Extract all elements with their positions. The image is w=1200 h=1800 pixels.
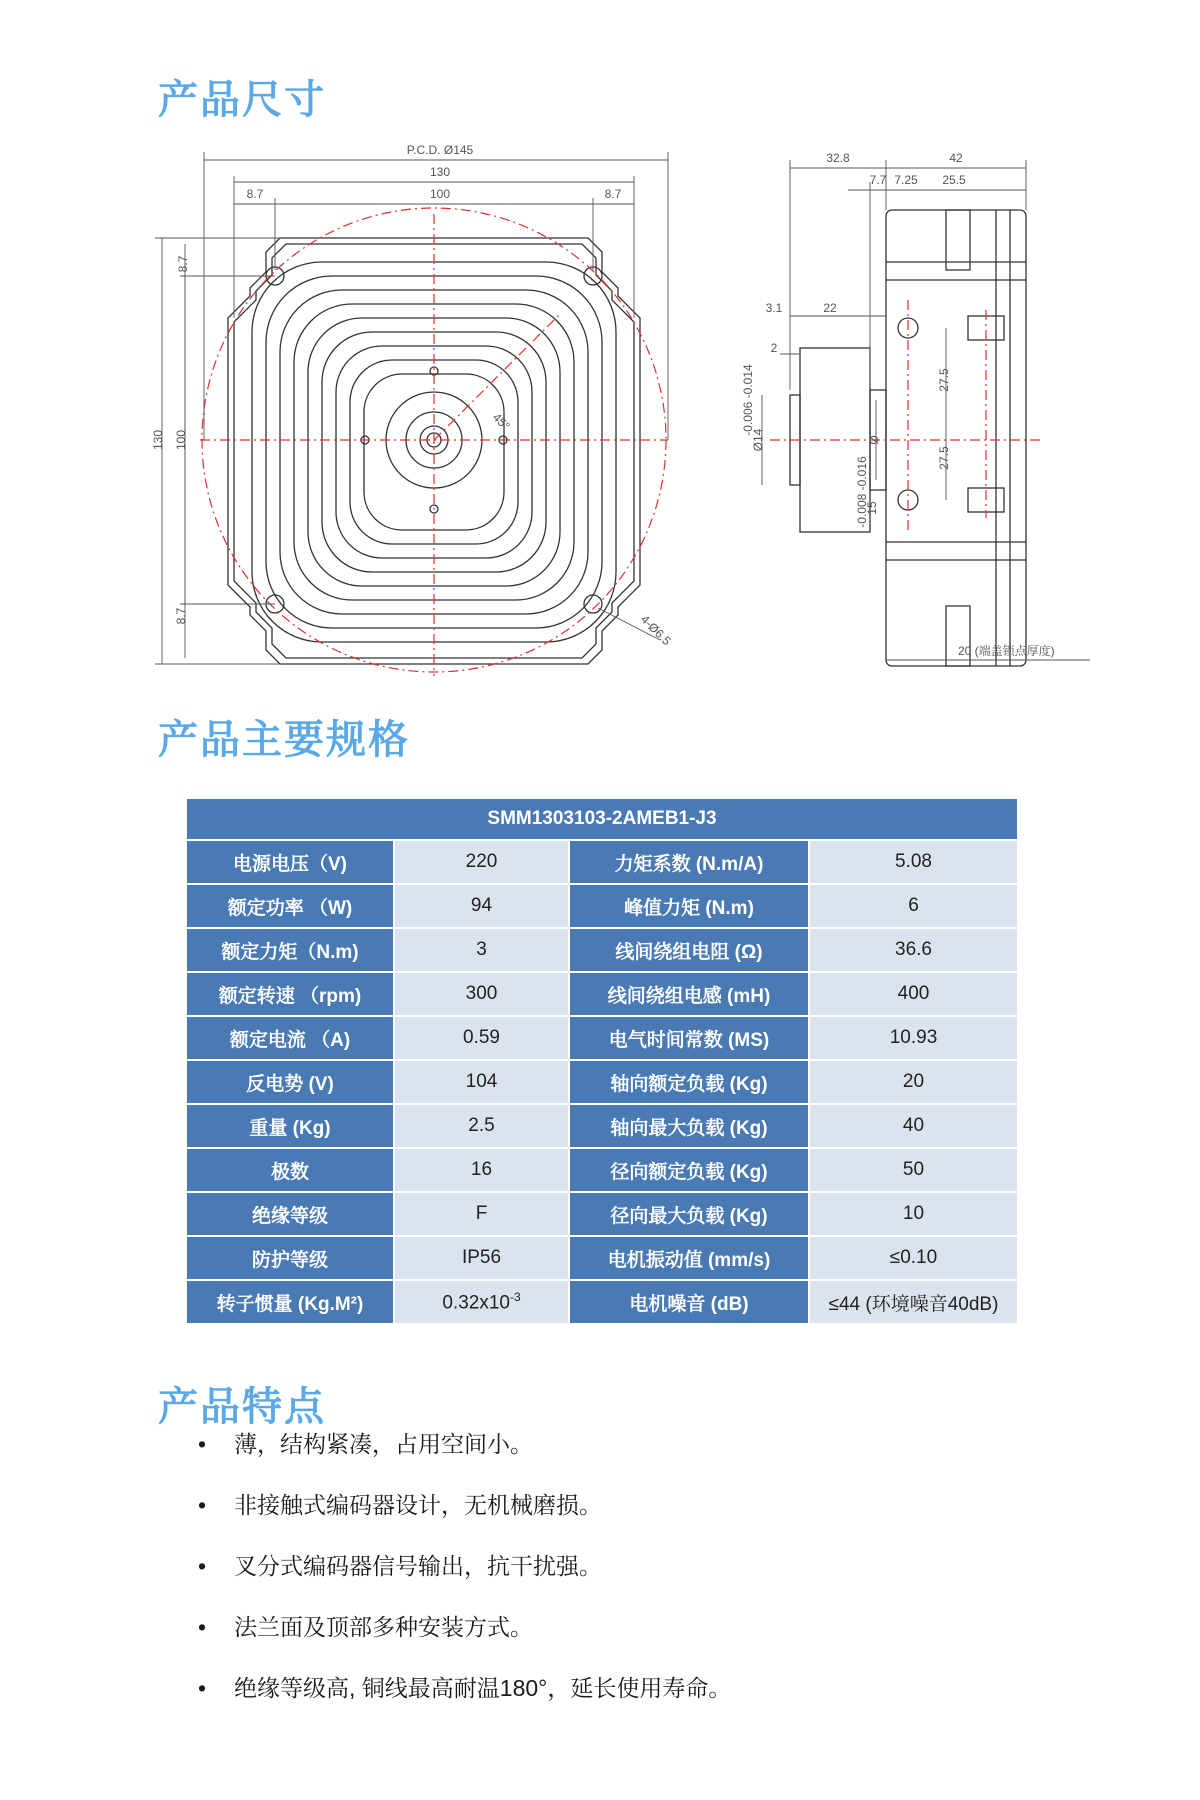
spec-value: F — [394, 1192, 569, 1236]
side-label-255: 25.5 — [942, 173, 966, 187]
spec-value: ≤44 (环境噪音40dB) — [809, 1280, 1018, 1324]
features-list — [190, 1428, 731, 1733]
spec-label: 额定功率 （W) — [186, 884, 394, 928]
spec-value: ≤0.10 — [809, 1236, 1018, 1280]
table-row — [186, 1016, 1018, 1060]
section-title-specs: 产品主要规格 — [158, 717, 410, 763]
label-holes: 4-Ø6.5 — [637, 612, 674, 649]
inertia-exponent: -3 — [509, 1289, 521, 1304]
spec-value: 6 — [809, 884, 1018, 928]
spec-label: 径向额定负载 (Kg) — [569, 1148, 809, 1192]
spec-value: 2.5 — [394, 1104, 569, 1148]
label-angle: 45° — [489, 410, 513, 433]
table-row — [186, 928, 1018, 972]
spec-label: 电源电压（V) — [186, 840, 394, 884]
bullet-icon: • — [198, 1675, 207, 1701]
side-label-15: 15 — [865, 501, 879, 515]
spec-value: 40 — [809, 1104, 1018, 1148]
spec-table — [185, 797, 1019, 1325]
spec-value: 104 — [394, 1060, 569, 1104]
spec-label: 电气时间常数 (MS) — [569, 1016, 809, 1060]
spec-label: 轴向最大负载 (Kg) — [569, 1104, 809, 1148]
table-row — [186, 1280, 1018, 1324]
side-label-275-top: 27.5 — [937, 368, 951, 392]
side-label-phi14: Ø14 — [751, 428, 765, 452]
table-row — [186, 1104, 1018, 1148]
side-label-tol14: -0.006 -0.014 — [741, 364, 755, 436]
spec-value: 16 — [394, 1148, 569, 1192]
spec-label: 力矩系数 (N.m/A) — [569, 840, 809, 884]
spec-label: 额定电流 （A) — [186, 1016, 394, 1060]
side-label-22: 22 — [823, 301, 837, 315]
spec-label: 额定力矩（N.m) — [186, 928, 394, 972]
side-label-2: 2 — [770, 341, 778, 355]
spec-value: 0.59 — [394, 1016, 569, 1060]
feature-text: 绝缘等级高, 铜线最高耐温180°，延长使用寿命。 — [234, 1675, 732, 1701]
bullet-icon: • — [198, 1492, 207, 1518]
spec-value: 36.6 — [809, 928, 1018, 972]
spec-label: 线间绕组电感 (mH) — [569, 972, 809, 1016]
label-height-87-bottom: 8.7 — [174, 607, 188, 625]
table-row — [186, 1192, 1018, 1236]
spec-label: 重量 (Kg) — [186, 1104, 394, 1148]
table-row — [186, 1148, 1018, 1192]
table-row — [186, 1236, 1018, 1280]
list-item — [190, 1489, 731, 1550]
list-item — [190, 1672, 731, 1733]
label-height-100: 100 — [174, 429, 188, 451]
spec-label: 电机噪音 (dB) — [569, 1280, 809, 1324]
spec-value: 3 — [394, 928, 569, 972]
spec-value: 10 — [809, 1192, 1018, 1236]
spec-value: 50 — [809, 1148, 1018, 1192]
side-label-20: 20 (端盖锁点厚度) — [958, 644, 1055, 658]
bullet-icon: • — [198, 1431, 207, 1457]
side-label-328: 32.8 — [826, 151, 850, 165]
spec-label: 极数 — [186, 1148, 394, 1192]
label-width-87-left: 8.7 — [246, 187, 264, 201]
spec-value: 94 — [394, 884, 569, 928]
side-label-phi: Ø — [867, 435, 881, 445]
side-label-42: 42 — [949, 151, 963, 165]
spec-value: 400 — [809, 972, 1018, 1016]
side-label-275-bottom: 27.5 — [937, 446, 951, 470]
inertia-base: 0.32x10 — [442, 1292, 510, 1314]
dimension-drawing — [0, 0, 1200, 700]
feature-text: 叉分式编码器信号输出，抗干扰强。 — [234, 1553, 602, 1579]
label-width-100: 100 — [429, 187, 451, 201]
list-item — [190, 1550, 731, 1611]
spec-value: IP56 — [394, 1236, 569, 1280]
spec-label: 防护等级 — [186, 1236, 394, 1280]
spec-label: 绝缘等级 — [186, 1192, 394, 1236]
table-row — [186, 1060, 1018, 1104]
spec-label: 径向最大负载 (Kg) — [569, 1192, 809, 1236]
table-row — [186, 884, 1018, 928]
label-width-87-right: 8.7 — [604, 187, 622, 201]
spec-value: 5.08 — [809, 840, 1018, 884]
spec-value-inertia — [394, 1280, 569, 1324]
spec-label: 线间绕组电阻 (Ω) — [569, 928, 809, 972]
spec-label: 电机振动值 (mm/s) — [569, 1236, 809, 1280]
label-height-87-top: 8.7 — [176, 255, 190, 273]
bullet-icon: • — [198, 1553, 207, 1579]
section-title-dimensions: 产品尺寸 — [158, 77, 326, 123]
side-label-tol15: -0.008 -0.016 — [855, 456, 869, 528]
list-item — [190, 1428, 731, 1489]
spec-label: 反电势 (V) — [186, 1060, 394, 1104]
label-pcd: P.C.D. Ø145 — [406, 143, 474, 157]
feature-text: 非接触式编码器设计，无机械磨损。 — [234, 1492, 602, 1518]
feature-text: 薄，结构紧凑，占用空间小。 — [234, 1431, 533, 1457]
side-label-31: 3.1 — [765, 301, 783, 315]
spec-label: 峰值力矩 (N.m) — [569, 884, 809, 928]
side-label-725: 7.25 — [894, 173, 918, 187]
label-height-130: 130 — [151, 429, 165, 451]
feature-text: 法兰面及顶部多种安装方式。 — [234, 1614, 533, 1640]
bullet-icon: • — [198, 1614, 207, 1640]
spec-label: 转子惯量 (Kg.M²) — [186, 1280, 394, 1324]
spec-label: 额定转速 （rpm) — [186, 972, 394, 1016]
spec-value: 20 — [809, 1060, 1018, 1104]
spec-value: 220 — [394, 840, 569, 884]
label-width-130: 130 — [429, 165, 451, 179]
table-row — [186, 840, 1018, 884]
spec-label: 轴向额定负载 (Kg) — [569, 1060, 809, 1104]
spec-model: SMM1303103-2AMEB1-J3 — [186, 798, 1018, 840]
side-label-77: 7.7 — [869, 173, 887, 187]
section-title-features: 产品特点 — [158, 1384, 326, 1430]
spec-value: 300 — [394, 972, 569, 1016]
spec-value: 10.93 — [809, 1016, 1018, 1060]
list-item — [190, 1611, 731, 1672]
table-row — [186, 972, 1018, 1016]
